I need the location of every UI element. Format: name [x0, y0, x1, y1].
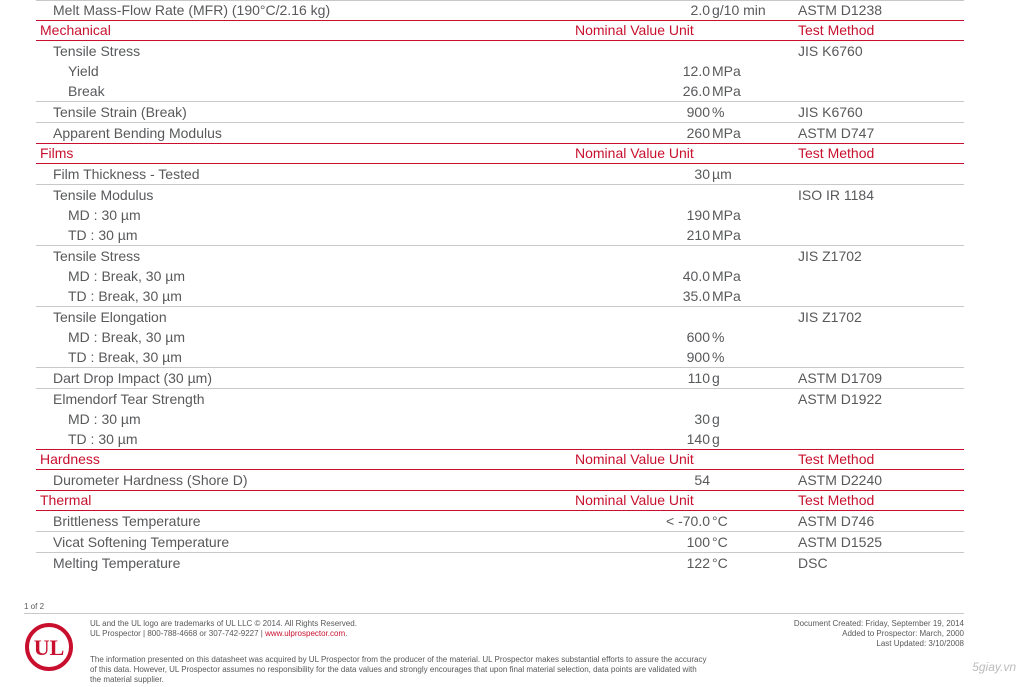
property-name: Yield [68, 63, 99, 79]
nominal-value: 140 [686, 431, 710, 447]
nominal-value-unit-header: Nominal Value Unit [575, 451, 694, 467]
last-updated: Last Updated: 3/10/2008 [876, 639, 964, 648]
test-method-header: Test Method [798, 492, 875, 508]
section-title: Hardness [40, 451, 100, 467]
prospector-link[interactable]: www.ulprospector.com [265, 629, 346, 638]
nominal-value: 600 [686, 329, 710, 345]
value-unit: °C [712, 534, 728, 550]
nominal-value: 54 [694, 472, 710, 488]
value-unit: MPa [712, 207, 741, 223]
value-unit: MPa [712, 63, 741, 79]
property-name: Melt Mass-Flow Rate (MFR) (190°C/2.16 kg) [53, 2, 331, 18]
document-created: Document Created: Friday, September 19, 2014 [793, 619, 964, 628]
page-footer [0, 600, 1024, 687]
property-name: MD : 30 µm [68, 207, 141, 223]
test-method: JIS K6760 [798, 43, 863, 59]
section-title: Films [40, 145, 74, 161]
section-header [36, 143, 964, 164]
property-row [36, 0, 964, 20]
test-method-header: Test Method [798, 145, 875, 161]
property-row [36, 306, 964, 327]
section-title: Thermal [40, 492, 92, 508]
property-row [36, 266, 964, 286]
property-name: Brittleness Temperature [53, 513, 201, 529]
value-unit: g [712, 431, 720, 447]
nominal-value-unit-header: Nominal Value Unit [575, 22, 694, 38]
test-method: JIS Z1702 [798, 248, 862, 264]
nominal-value: 122 [686, 555, 710, 571]
prospector-suffix: . [345, 629, 348, 638]
nominal-value: 900 [686, 104, 710, 120]
test-method: ASTM D1709 [798, 370, 883, 386]
property-name: TD : 30 µm [68, 431, 138, 447]
property-row [36, 205, 964, 225]
value-unit: µm [712, 166, 732, 182]
nominal-value: 40.0 [682, 268, 710, 284]
value-unit: MPa [712, 125, 741, 141]
test-method: ASTM D1922 [798, 391, 883, 407]
test-method: JIS Z1702 [798, 309, 862, 325]
test-method: ISO IR 1184 [798, 187, 875, 203]
page-number: 1 of 2 [24, 602, 45, 611]
test-method-header: Test Method [798, 22, 875, 38]
property-row [36, 225, 964, 245]
property-row [36, 367, 964, 388]
property-name: Film Thickness - Tested [53, 166, 200, 182]
value-unit: % [712, 349, 725, 365]
property-name: Tensile Stress [53, 43, 141, 59]
property-name: Tensile Elongation [53, 309, 167, 325]
property-row [36, 388, 964, 409]
test-method: JIS K6760 [798, 104, 863, 120]
property-row [36, 552, 964, 573]
property-row [36, 327, 964, 347]
value-unit: g/10 min [712, 2, 766, 18]
property-name: Dart Drop Impact (30 µm) [53, 370, 212, 386]
nominal-value: 30 [694, 166, 710, 182]
property-name: Break [68, 83, 105, 99]
nominal-value: 190 [686, 207, 710, 223]
footer-divider [24, 613, 964, 614]
property-row [36, 61, 964, 81]
nominal-value: 900 [686, 349, 710, 365]
property-row [36, 429, 964, 449]
property-name: Tensile Stress [53, 248, 141, 264]
property-row [36, 511, 964, 531]
nominal-value: 12.0 [682, 63, 710, 79]
test-method: ASTM D746 [798, 513, 875, 529]
value-unit: MPa [712, 83, 741, 99]
property-name: TD : Break, 30 µm [68, 349, 182, 365]
property-row [36, 470, 964, 490]
property-row [36, 81, 964, 101]
document-metadata [794, 619, 964, 649]
value-unit: g [712, 370, 720, 386]
value-unit: % [712, 329, 725, 345]
property-name: Apparent Bending Modulus [53, 125, 222, 141]
property-row [36, 347, 964, 367]
nominal-value: 30 [694, 411, 710, 427]
property-name: Elmendorf Tear Strength [53, 391, 205, 407]
test-method: ASTM D747 [798, 125, 875, 141]
property-name: Vicat Softening Temperature [53, 534, 230, 550]
value-unit: °C [712, 555, 728, 571]
test-method: ASTM D2240 [798, 472, 883, 488]
property-name: MD : Break, 30 µm [68, 329, 185, 345]
value-unit: °C [712, 513, 728, 529]
nominal-value-unit-header: Nominal Value Unit [575, 145, 694, 161]
prospector-phone: UL Prospector | 800-788-4668 or 307-742-9227 | [90, 629, 266, 638]
property-row [36, 286, 964, 306]
datasheet-table [36, 0, 964, 573]
property-name: Melting Temperature [53, 555, 181, 571]
nominal-value: 2.0 [690, 2, 710, 18]
property-name: Tensile Modulus [53, 187, 154, 203]
nominal-value: 210 [686, 227, 710, 243]
ul-logo-text: UL [33, 635, 65, 660]
disclaimer-text: The information presented on this datasheet was acquired by UL Prospector from the producer of the material. UL Prospector makes substantial efforts to assure the accuracy of this data. However, UL Prospector assumes no responsibility for the data values and strongly encourages that upon final material selection, data points are validated with the material supplier. [90, 655, 707, 684]
property-name: Durometer Hardness (Shore D) [53, 472, 248, 488]
property-row [36, 164, 964, 184]
nominal-value: 110 [687, 370, 710, 386]
section-header [36, 490, 964, 511]
value-unit: g [712, 411, 720, 427]
property-name: Tensile Strain (Break) [53, 104, 187, 120]
value-unit: % [712, 104, 725, 120]
property-row [36, 184, 964, 205]
section-title: Mechanical [40, 22, 111, 38]
nominal-value: 35.0 [682, 288, 710, 304]
property-row [36, 41, 964, 61]
property-row [36, 122, 964, 143]
nominal-value: 100 [686, 534, 710, 550]
prospector-contact [90, 629, 347, 639]
nominal-value: 260 [686, 125, 710, 141]
nominal-value: < -70.0 [666, 513, 710, 529]
test-method: ASTM D1525 [798, 534, 883, 550]
ul-logo-icon [24, 622, 74, 672]
nominal-value: 26.0 [682, 83, 710, 99]
test-method: DSC [798, 555, 828, 571]
property-row [36, 245, 964, 266]
value-unit: MPa [712, 268, 741, 284]
nominal-value-unit-header: Nominal Value Unit [575, 492, 694, 508]
property-row [36, 409, 964, 429]
section-header [36, 20, 964, 41]
property-name: TD : Break, 30 µm [68, 288, 182, 304]
property-name: MD : Break, 30 µm [68, 268, 185, 284]
property-row [36, 531, 964, 552]
trademark-notice: UL and the UL logo are trademarks of UL LLC © 2014. All Rights Reserved. [90, 619, 357, 628]
value-unit: MPa [712, 288, 741, 304]
property-name: TD : 30 µm [68, 227, 138, 243]
section-header [36, 449, 964, 470]
value-unit: MPa [712, 227, 741, 243]
watermark: 5giay.vn [972, 660, 1016, 674]
test-method: ASTM D1238 [798, 2, 883, 18]
added-to-prospector: Added to Prospector: March, 2000 [842, 629, 964, 638]
property-row [36, 101, 964, 122]
property-name: MD : 30 µm [68, 411, 141, 427]
test-method-header: Test Method [798, 451, 875, 467]
